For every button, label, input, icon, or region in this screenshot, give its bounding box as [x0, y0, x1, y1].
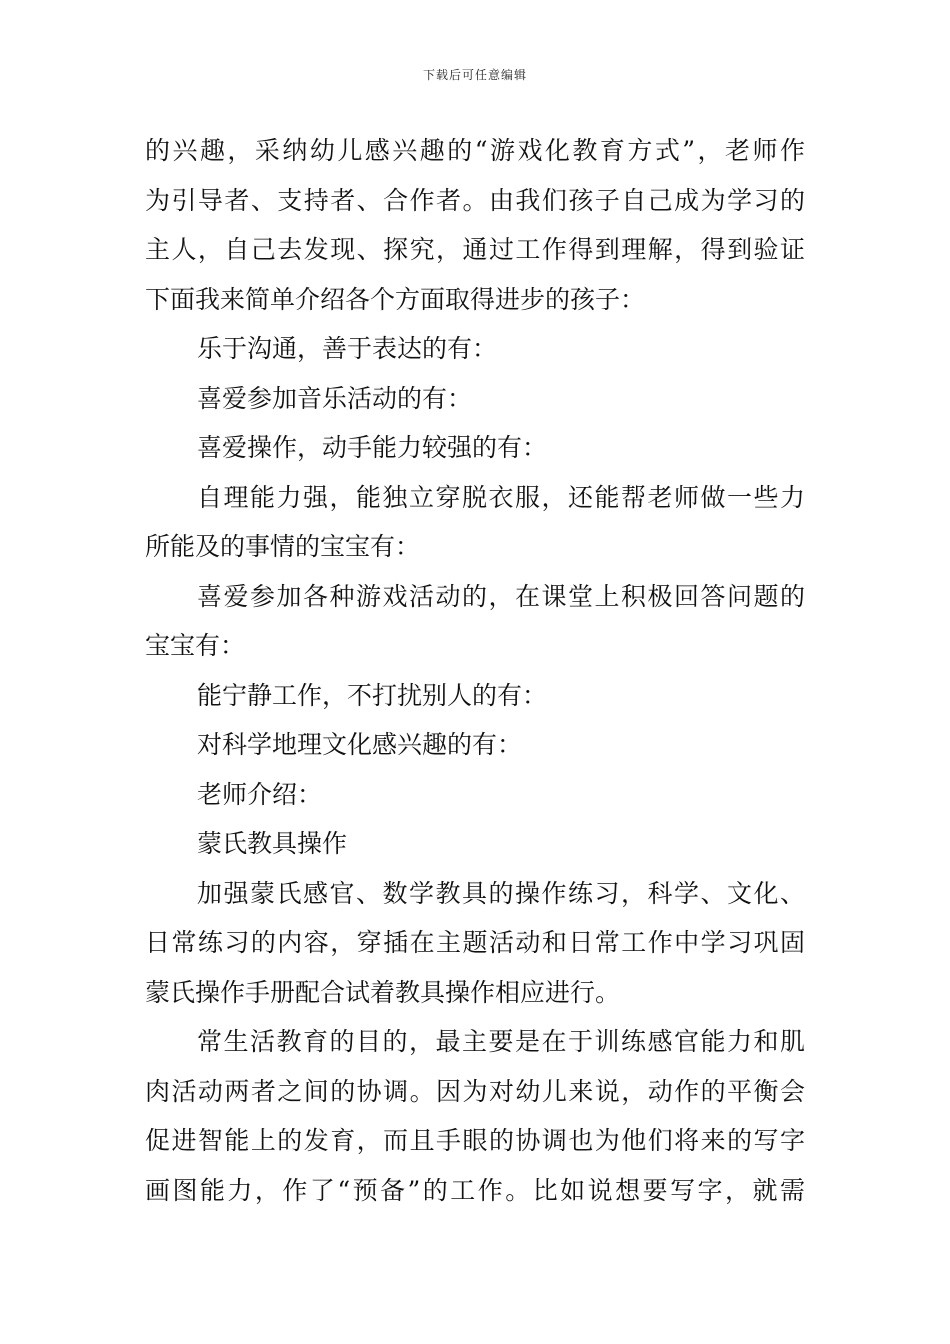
text-line: 常生活教育的目的，最主要是在于训练感官能力和肌: [197, 1027, 805, 1056]
text-line: 能宁静工作，不打扰别人的有：: [197, 680, 548, 710]
text-line: 喜爱操作，动手能力较强的有：: [197, 433, 548, 462]
page-header-note: 下载后可任意编辑: [422, 68, 527, 82]
text-line: 日常练习的内容，穿插在主题活动和日常工作中学习巩固: [145, 928, 805, 957]
text-line: 宝宝有：: [145, 631, 246, 660]
text-line: 的兴趣，采纳幼儿感兴趣的“游戏化教育方式”，老师作: [145, 136, 805, 165]
text-line: 肉活动两者之间的协调。因为对幼儿来说，动作的平衡会: [145, 1076, 805, 1106]
text-line: 加强蒙氏感官、数学教具的操作练习，科学、文化、: [197, 878, 805, 908]
text-line: 对科学地理文化感兴趣的有：: [197, 730, 523, 759]
text-line: 喜爱参加各种游戏活动的，在课堂上积极回答问题的: [197, 581, 805, 611]
text-line: 乐于沟通，善于表达的有：: [197, 334, 498, 363]
text-line: 自理能力强，能独立穿脱衣服，还能帮老师做一些力: [197, 482, 805, 512]
text-line: 主人，自己去发现、探究，通过工作得到理解，得到验证: [145, 235, 805, 264]
text-line: 老师介绍：: [197, 779, 323, 809]
text-line: 为引导者、支持者、合作者。由我们孩子自己成为学习的: [145, 185, 805, 215]
text-line: 所能及的事情的宝宝有：: [145, 532, 421, 561]
text-line: 画图能力，作了“预备”的工作。比如说想要写字，就需: [145, 1175, 805, 1205]
text-line: 下面我来简单介绍各个方面取得进步的孩子：: [145, 284, 646, 314]
text-line: 促进智能上的发育，而且手眼的协调也为他们将来的写字: [145, 1126, 805, 1155]
text-line: 蒙氏教具操作: [197, 829, 348, 858]
text-line: 喜爱参加音乐活动的有：: [197, 383, 473, 413]
text-line: 蒙氏操作手册配合试着教具操作相应进行。: [145, 977, 621, 1007]
document-body: [145, 126, 805, 1215]
